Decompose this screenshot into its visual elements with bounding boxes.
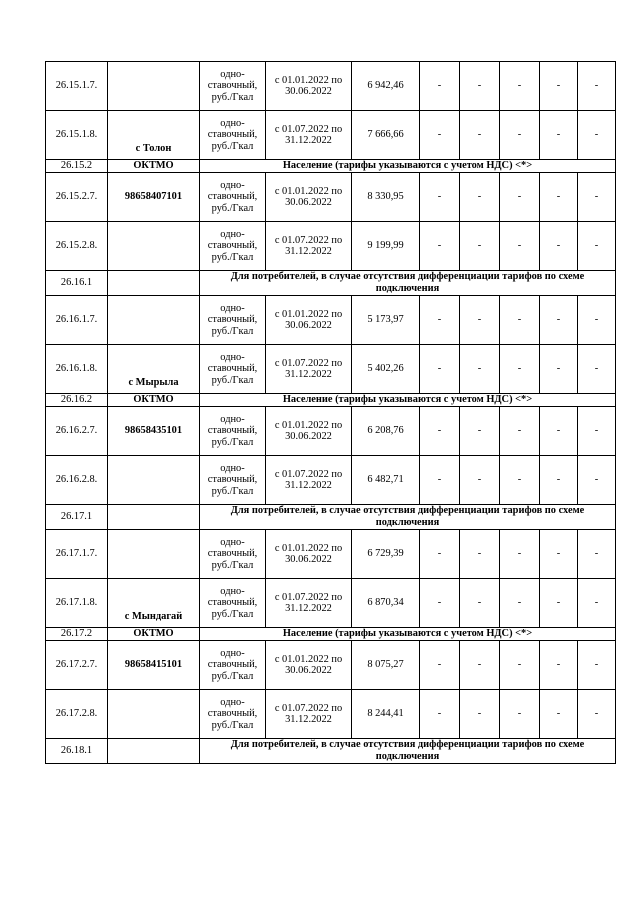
- empty-value-dash: -: [500, 173, 540, 222]
- table-row: [46, 296, 616, 345]
- rate-type: одно-ставочный, руб./Гкал: [200, 173, 266, 222]
- rate-type: одно-ставочный, руб./Гкал: [200, 296, 266, 345]
- empty-value-dash: -: [460, 222, 500, 271]
- location-cell: [108, 62, 200, 111]
- empty-value-dash: -: [420, 345, 460, 394]
- validity-period: с 01.07.2022 по 31.12.2022: [266, 690, 352, 739]
- empty-value-dash: -: [578, 345, 616, 394]
- empty-value-dash: -: [500, 111, 540, 160]
- empty-value-dash: -: [540, 111, 578, 160]
- tariff-value: 7 666,66: [352, 111, 420, 160]
- empty-value-dash: -: [420, 641, 460, 690]
- empty-value-dash: -: [460, 690, 500, 739]
- row-code: 26.16.2.8.: [46, 456, 108, 505]
- empty-value-dash: -: [500, 345, 540, 394]
- empty-value-dash: -: [500, 222, 540, 271]
- empty-value-dash: -: [460, 173, 500, 222]
- empty-value-dash: -: [578, 62, 616, 111]
- rate-type: одно-ставочный, руб./Гкал: [200, 222, 266, 271]
- empty-value-dash: -: [578, 296, 616, 345]
- empty-value-dash: -: [578, 111, 616, 160]
- empty-value-dash: -: [460, 296, 500, 345]
- row-code: 26.17.1: [46, 505, 108, 530]
- table-row: [46, 345, 616, 394]
- empty-value-dash: -: [578, 173, 616, 222]
- location-cell: [108, 456, 200, 505]
- table-row: [46, 641, 616, 690]
- oktmo-code: 98658435101: [108, 407, 200, 456]
- section-header: Население (тарифы указываются с учетом НДС) <*>: [200, 160, 616, 173]
- oktmo-code: 98658415101: [108, 641, 200, 690]
- empty-value-dash: -: [578, 407, 616, 456]
- tariff-value: 6 729,39: [352, 530, 420, 579]
- empty-value-dash: -: [500, 407, 540, 456]
- table-section-row: [46, 628, 616, 641]
- row-code: 26.17.2.7.: [46, 641, 108, 690]
- empty-value-dash: -: [540, 222, 578, 271]
- row-code: 26.15.2: [46, 160, 108, 173]
- empty-value-dash: -: [420, 62, 460, 111]
- tariff-value: 9 199,99: [352, 222, 420, 271]
- empty-value-dash: -: [420, 530, 460, 579]
- empty-value-dash: -: [540, 456, 578, 505]
- empty-value-dash: -: [460, 579, 500, 628]
- empty-value-dash: -: [578, 456, 616, 505]
- validity-period: с 01.07.2022 по 31.12.2022: [266, 345, 352, 394]
- table-row: [46, 407, 616, 456]
- location-cell: [108, 271, 200, 296]
- section-header: Население (тарифы указываются с учетом НДС) <*>: [200, 394, 616, 407]
- empty-value-dash: -: [540, 530, 578, 579]
- validity-period: с 01.01.2022 по 30.06.2022: [266, 62, 352, 111]
- empty-value-dash: -: [420, 407, 460, 456]
- empty-value-dash: -: [540, 690, 578, 739]
- table-row: [46, 222, 616, 271]
- table-section-row: [46, 271, 616, 296]
- tariff-value: 5 173,97: [352, 296, 420, 345]
- rate-type: одно-ставочный, руб./Гкал: [200, 111, 266, 160]
- table-section-row: [46, 394, 616, 407]
- empty-value-dash: -: [540, 173, 578, 222]
- row-code: 26.15.2.8.: [46, 222, 108, 271]
- empty-value-dash: -: [500, 579, 540, 628]
- row-code: 26.15.2.7.: [46, 173, 108, 222]
- row-code: 26.15.1.7.: [46, 62, 108, 111]
- row-code: 26.15.1.8.: [46, 111, 108, 160]
- empty-value-dash: -: [420, 690, 460, 739]
- empty-value-dash: -: [420, 456, 460, 505]
- location-cell: [108, 505, 200, 530]
- empty-value-dash: -: [460, 407, 500, 456]
- table-row: [46, 579, 616, 628]
- rate-type: одно-ставочный, руб./Гкал: [200, 530, 266, 579]
- location-name: с Толон: [108, 111, 200, 160]
- empty-value-dash: -: [500, 62, 540, 111]
- empty-value-dash: -: [420, 173, 460, 222]
- tariff-value: 8 244,41: [352, 690, 420, 739]
- section-header: Для потребителей, в случае отсутствия дифференциации тарифов по схеме подключения: [200, 271, 616, 296]
- table-row: [46, 530, 616, 579]
- table-row: [46, 173, 616, 222]
- tariff-table: [45, 61, 616, 764]
- table-row: [46, 62, 616, 111]
- empty-value-dash: -: [578, 641, 616, 690]
- empty-value-dash: -: [500, 641, 540, 690]
- empty-value-dash: -: [540, 641, 578, 690]
- table-row: [46, 690, 616, 739]
- row-code: 26.16.1: [46, 271, 108, 296]
- tariff-value: 8 330,95: [352, 173, 420, 222]
- row-code: 26.16.2.7.: [46, 407, 108, 456]
- table-section-row: [46, 160, 616, 173]
- row-code: 26.17.1.8.: [46, 579, 108, 628]
- section-header: Для потребителей, в случае отсутствия дифференциации тарифов по схеме подключения: [200, 739, 616, 764]
- validity-period: с 01.01.2022 по 30.06.2022: [266, 173, 352, 222]
- empty-value-dash: -: [578, 530, 616, 579]
- empty-value-dash: -: [540, 345, 578, 394]
- validity-period: с 01.01.2022 по 30.06.2022: [266, 530, 352, 579]
- location-cell: [108, 739, 200, 764]
- rate-type: одно-ставочный, руб./Гкал: [200, 579, 266, 628]
- empty-value-dash: -: [420, 579, 460, 628]
- tariff-value: 5 402,26: [352, 345, 420, 394]
- validity-period: с 01.01.2022 по 30.06.2022: [266, 296, 352, 345]
- tariff-value: 8 075,27: [352, 641, 420, 690]
- section-header: Для потребителей, в случае отсутствия дифференциации тарифов по схеме подключения: [200, 505, 616, 530]
- row-code: 26.17.1.7.: [46, 530, 108, 579]
- tariff-value: 6 942,46: [352, 62, 420, 111]
- oktmo-label: ОКТМО: [108, 160, 200, 173]
- rate-type: одно-ставочный, руб./Гкал: [200, 345, 266, 394]
- table-section-row: [46, 739, 616, 764]
- tariff-document: [45, 61, 615, 816]
- empty-value-dash: -: [460, 530, 500, 579]
- location-name: с Мындагай: [108, 579, 200, 628]
- row-code: 26.16.2: [46, 394, 108, 407]
- location-cell: [108, 222, 200, 271]
- row-code: 26.16.1.8.: [46, 345, 108, 394]
- location-name: с Мырыла: [108, 345, 200, 394]
- oktmo-label: ОКТМО: [108, 394, 200, 407]
- empty-value-dash: -: [540, 296, 578, 345]
- empty-value-dash: -: [500, 690, 540, 739]
- empty-value-dash: -: [420, 222, 460, 271]
- tariff-value: 6 482,71: [352, 456, 420, 505]
- validity-period: с 01.07.2022 по 31.12.2022: [266, 456, 352, 505]
- empty-value-dash: -: [460, 345, 500, 394]
- tariff-value: 6 870,34: [352, 579, 420, 628]
- location-cell: [108, 690, 200, 739]
- location-cell: [108, 296, 200, 345]
- empty-value-dash: -: [420, 111, 460, 160]
- rate-type: одно-ставочный, руб./Гкал: [200, 690, 266, 739]
- row-code: 26.17.2: [46, 628, 108, 641]
- row-code: 26.17.2.8.: [46, 690, 108, 739]
- rate-type: одно-ставочный, руб./Гкал: [200, 62, 266, 111]
- empty-value-dash: -: [500, 530, 540, 579]
- empty-value-dash: -: [578, 690, 616, 739]
- empty-value-dash: -: [460, 456, 500, 505]
- section-header: Население (тарифы указываются с учетом НДС) <*>: [200, 628, 616, 641]
- empty-value-dash: -: [500, 456, 540, 505]
- rate-type: одно-ставочный, руб./Гкал: [200, 641, 266, 690]
- validity-period: с 01.07.2022 по 31.12.2022: [266, 222, 352, 271]
- empty-value-dash: -: [540, 579, 578, 628]
- table-section-row: [46, 505, 616, 530]
- empty-value-dash: -: [460, 111, 500, 160]
- rate-type: одно-ставочный, руб./Гкал: [200, 456, 266, 505]
- row-code: 26.18.1: [46, 739, 108, 764]
- validity-period: с 01.01.2022 по 30.06.2022: [266, 641, 352, 690]
- validity-period: с 01.07.2022 по 31.12.2022: [266, 111, 352, 160]
- empty-value-dash: -: [460, 641, 500, 690]
- tariff-value: 6 208,76: [352, 407, 420, 456]
- empty-value-dash: -: [578, 222, 616, 271]
- empty-value-dash: -: [500, 296, 540, 345]
- oktmo-label: ОКТМО: [108, 628, 200, 641]
- table-row: [46, 456, 616, 505]
- validity-period: с 01.07.2022 по 31.12.2022: [266, 579, 352, 628]
- empty-value-dash: -: [578, 579, 616, 628]
- location-cell: [108, 530, 200, 579]
- rate-type: одно-ставочный, руб./Гкал: [200, 407, 266, 456]
- table-row: [46, 111, 616, 160]
- oktmo-code: 98658407101: [108, 173, 200, 222]
- row-code: 26.16.1.7.: [46, 296, 108, 345]
- empty-value-dash: -: [460, 62, 500, 111]
- empty-value-dash: -: [420, 296, 460, 345]
- empty-value-dash: -: [540, 407, 578, 456]
- empty-value-dash: -: [540, 62, 578, 111]
- validity-period: с 01.01.2022 по 30.06.2022: [266, 407, 352, 456]
